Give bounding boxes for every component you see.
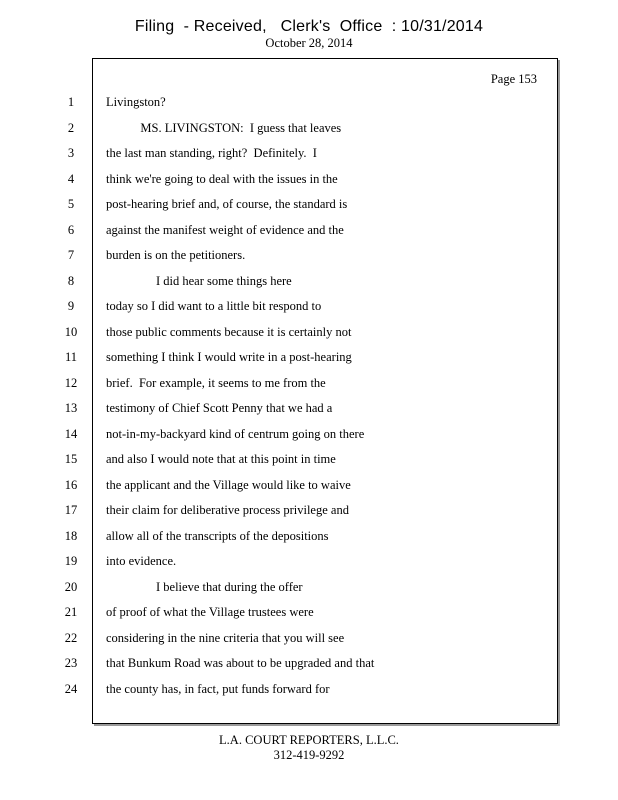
line-number: 10 bbox=[64, 325, 78, 339]
transcript-line: those public comments because it is certainly not bbox=[106, 325, 352, 339]
line-number: 2 bbox=[67, 121, 75, 135]
transcript-line: I did hear some things here bbox=[106, 274, 292, 288]
transcript-line: and also I would note that at this point in time bbox=[106, 452, 336, 466]
line-number: 14 bbox=[64, 427, 78, 441]
filing-stamp: Filing - Received, Clerk's Office : 10/31/2014 bbox=[134, 18, 484, 35]
transcript-line: today so I did want to a little bit respond to bbox=[106, 299, 322, 313]
line-number: 7 bbox=[67, 248, 75, 262]
transcript-line: something I think I would write in a post-hearing bbox=[106, 350, 352, 364]
transcript-line: against the manifest weight of evidence and the bbox=[106, 223, 344, 237]
transcript-line: testimony of Chief Scott Penny that we had a bbox=[106, 401, 333, 415]
transcript-line: their claim for deliberative process privilege and bbox=[106, 503, 349, 517]
line-number: 5 bbox=[67, 197, 75, 211]
line-number: 15 bbox=[64, 452, 78, 466]
line-number: 6 bbox=[67, 223, 75, 237]
line-number: 19 bbox=[64, 554, 78, 568]
line-number: 16 bbox=[64, 478, 78, 492]
line-number: 12 bbox=[64, 376, 78, 390]
transcript-line: into evidence. bbox=[106, 554, 177, 568]
transcript-line: brief. For example, it seems to me from the bbox=[106, 376, 326, 390]
transcript-line: the county has, in fact, put funds forward for bbox=[106, 682, 330, 696]
transcript-line: I believe that during the offer bbox=[106, 580, 303, 594]
transcript-line: the last man standing, right? Definitely. I bbox=[106, 146, 317, 160]
line-number: 8 bbox=[67, 274, 75, 288]
line-number: 18 bbox=[64, 529, 78, 543]
footer-phone: 312-419-9292 bbox=[273, 748, 345, 762]
transcript-line: post-hearing brief and, of course, the standard is bbox=[106, 197, 348, 211]
line-number: 24 bbox=[64, 682, 78, 696]
transcript-line: think we're going to deal with the issues in the bbox=[106, 172, 338, 186]
transcript-line: considering in the nine criteria that you will see bbox=[106, 631, 345, 645]
line-number: 22 bbox=[64, 631, 78, 645]
footer-company: L.A. COURT REPORTERS, L.L.C. bbox=[219, 733, 399, 747]
transcript-line: of proof of what the Village trustees were bbox=[106, 605, 314, 619]
line-number: 9 bbox=[67, 299, 75, 313]
transcript-date: October 28, 2014 bbox=[265, 36, 353, 50]
transcript-line: burden is on the petitioners. bbox=[106, 248, 246, 262]
line-number: 1 bbox=[67, 95, 75, 109]
transcript-line: Livingston? bbox=[106, 95, 166, 109]
line-number: 13 bbox=[64, 401, 78, 415]
transcript-line: allow all of the transcripts of the depositions bbox=[106, 529, 329, 543]
line-number: 11 bbox=[64, 350, 78, 364]
transcript-line: MS. LIVINGSTON: I guess that leaves bbox=[106, 121, 342, 135]
line-number: 4 bbox=[67, 172, 75, 186]
transcript-line: the applicant and the Village would like to waive bbox=[106, 478, 351, 492]
line-number: 17 bbox=[64, 503, 78, 517]
page-number: Page 153 bbox=[490, 72, 537, 86]
line-number: 21 bbox=[64, 605, 78, 619]
line-number: 23 bbox=[64, 656, 78, 670]
line-number: 20 bbox=[64, 580, 78, 594]
transcript-line: that Bunkum Road was about to be upgraded and that bbox=[106, 656, 375, 670]
transcript-line: not-in-my-backyard kind of centrum going on there bbox=[106, 427, 365, 441]
line-number: 3 bbox=[67, 146, 75, 160]
